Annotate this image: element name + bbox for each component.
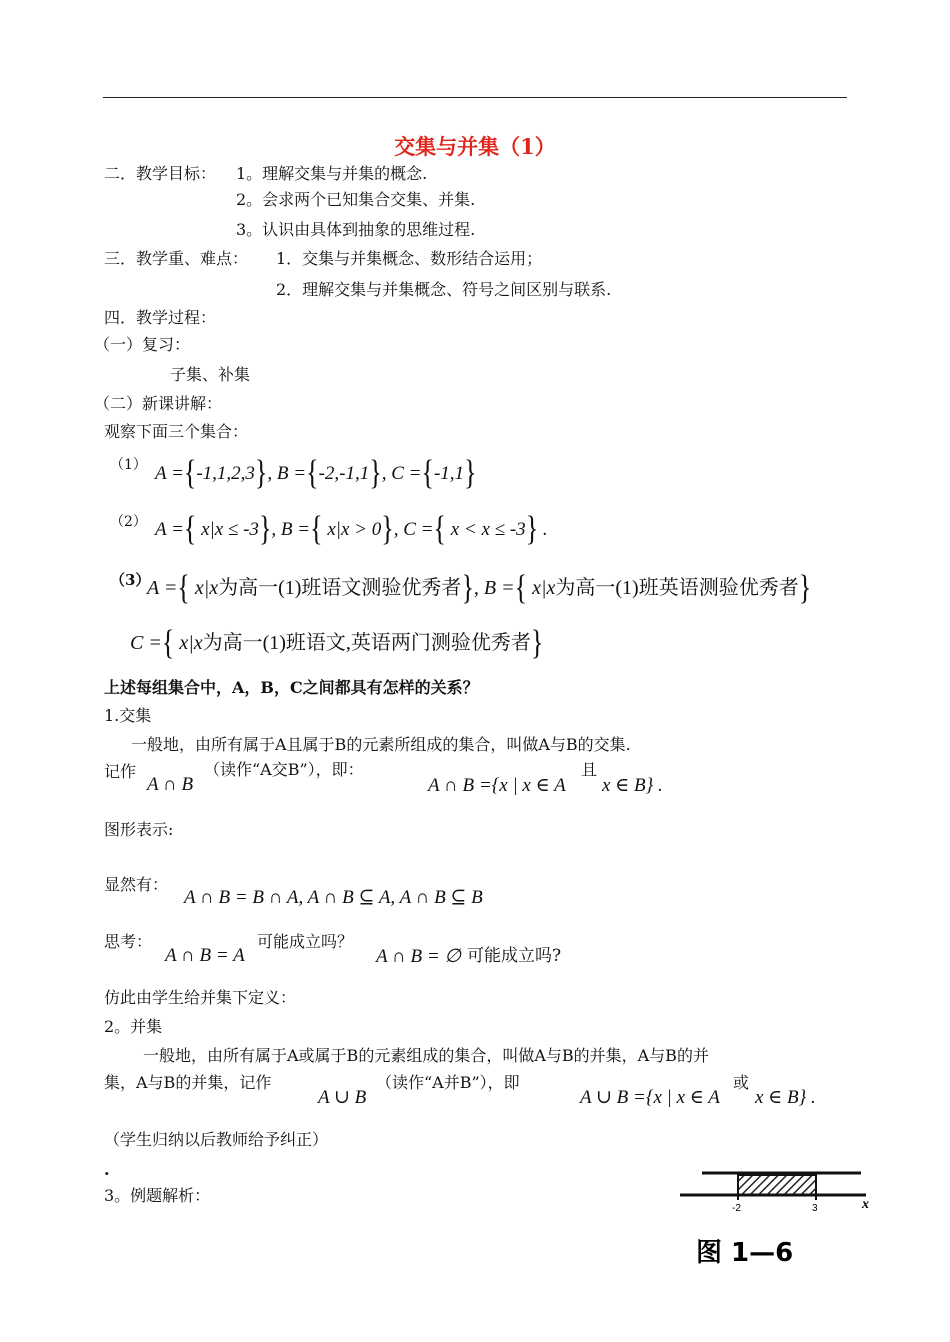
set-b-2: x > 0 xyxy=(341,519,382,540)
notation-read: （读作“A交B”），即： xyxy=(204,760,364,779)
example-1-formula: A ={-1,1,2,3}, B ={-2,-1,1}, C ={-1,1} xyxy=(155,452,477,492)
keypoints-label: 三．教学重、难点： xyxy=(104,249,249,268)
example-2-number: （2） xyxy=(110,514,147,530)
intersection-definition: 一般地，由所有属于A且属于B的元素所组成的集合，叫做A与B的交集. xyxy=(131,735,631,754)
set-a-1: -1,1,2,3 xyxy=(196,463,255,484)
figure-caption: 图 1—6 xyxy=(696,1238,794,1268)
think-possible-1: 可能成立吗？ xyxy=(257,932,354,951)
set-a-2: x ≤ -3 xyxy=(214,519,259,540)
obvious-formula: A ∩ B = B ∩ A, A ∩ B ⊆ A, A ∩ B ⊆ B xyxy=(184,887,483,908)
set-c-3: 为高一(1)班语文,英语两门测验优秀者 xyxy=(202,632,531,654)
stray-dot: . xyxy=(104,1160,110,1179)
union-definition-line2: 集，A与B的并集，记作 xyxy=(104,1073,272,1092)
keypoint-2: 2．理解交集与并集概念、符号之间区别与联系. xyxy=(276,280,612,299)
intersection-formula-left: A ∩ B ={x | x ∈ A xyxy=(428,775,566,796)
obvious-label: 显然有： xyxy=(104,875,169,894)
intersection-symbol: A ∩ B xyxy=(147,774,194,795)
process-label: 四．教学过程： xyxy=(104,308,217,327)
think-label: 思考： xyxy=(104,932,153,951)
union-formula-left: A ∪ B ={x | x ∈ A xyxy=(580,1087,720,1108)
union-read: （读作“A并B”），即 xyxy=(376,1073,520,1092)
example-3-formula-ab: A ={ x|x为高一(1)班语文测验优秀者}, B ={ x|x为高一(1)班英语测验优秀者} xyxy=(147,567,812,607)
observe-text: 观察下面三个集合： xyxy=(104,422,249,441)
union-symbol: A ∪ B xyxy=(318,1087,367,1108)
think-formula-2: A ∩ B = ∅ xyxy=(376,946,461,967)
example-2-formula: A ={ x|x ≤ -3}, B ={ x|x > 0}, C ={ x < x ≤ -3} . xyxy=(155,508,548,548)
think-formula-1: A ∩ B = A xyxy=(165,945,245,966)
objective-3: 3。认识由具体到抽象的思维过程. xyxy=(236,220,476,239)
think-possible-2: 可能成立吗? xyxy=(467,946,562,966)
example-3-formula-c: C ={ x|x为高一(1)班语文,英语两门测验优秀者} xyxy=(130,622,544,662)
hatched-interval xyxy=(738,1175,816,1195)
new-lesson-label: （二）新课讲解： xyxy=(94,394,223,413)
header-rule xyxy=(103,97,847,98)
objectives-label: 二．教学目标： xyxy=(104,164,217,183)
example-1-number: （1） xyxy=(110,457,147,473)
union-definition-line1: 一般地，由所有属于A或属于B的元素组成的集合，叫做A与B的并集，A与B的并 xyxy=(143,1046,709,1065)
example-3-number: （3） xyxy=(110,571,151,589)
and-word: 且 xyxy=(581,760,598,779)
set-c-2: < x ≤ -3 xyxy=(463,519,526,540)
set-c-1: -1,1 xyxy=(433,463,465,484)
keypoint-1: 1．交集与并集概念、数形结合运用； xyxy=(276,249,543,268)
union-intro: 仿此由学生给并集下定义： xyxy=(104,988,297,1007)
examples-heading: 3。例题解析： xyxy=(104,1186,211,1205)
tick-label-left: -2 xyxy=(732,1203,741,1214)
union-formula-right: x ∈ B} . xyxy=(755,1087,816,1108)
set-a-3: 为高一(1)班语文测验优秀者 xyxy=(218,577,462,599)
relation-question: 上述每组集合中，A，B，C之间都具有怎样的关系？ xyxy=(104,678,479,697)
graph-label: 图形表示: xyxy=(104,820,174,839)
objective-2: 2。会求两个已知集合交集、并集. xyxy=(236,190,476,209)
or-word: 或 xyxy=(733,1073,750,1092)
intersection-formula-right: x ∈ B} . xyxy=(602,775,663,796)
axis-label-x: x xyxy=(862,1197,869,1212)
notation-prefix: 记作 xyxy=(104,762,137,781)
page-title: 交集与并集（1） xyxy=(394,134,556,159)
number-line-figure xyxy=(676,1166,876,1270)
review-label: （一）复习： xyxy=(94,335,191,354)
review-content: 子集、补集 xyxy=(170,365,251,384)
intersection-heading: 1.交集 xyxy=(104,706,152,725)
set-b-1: -2,-1,1 xyxy=(318,463,370,484)
objective-1: 1。理解交集与并集的概念. xyxy=(236,164,428,183)
correction-note: （学生归纳以后教师给予纠正） xyxy=(104,1130,329,1149)
set-b-3: 为高一(1)班英语测验优秀者 xyxy=(555,577,799,599)
union-heading: 2。并集 xyxy=(104,1017,163,1036)
tick-label-right: 3 xyxy=(812,1203,818,1214)
